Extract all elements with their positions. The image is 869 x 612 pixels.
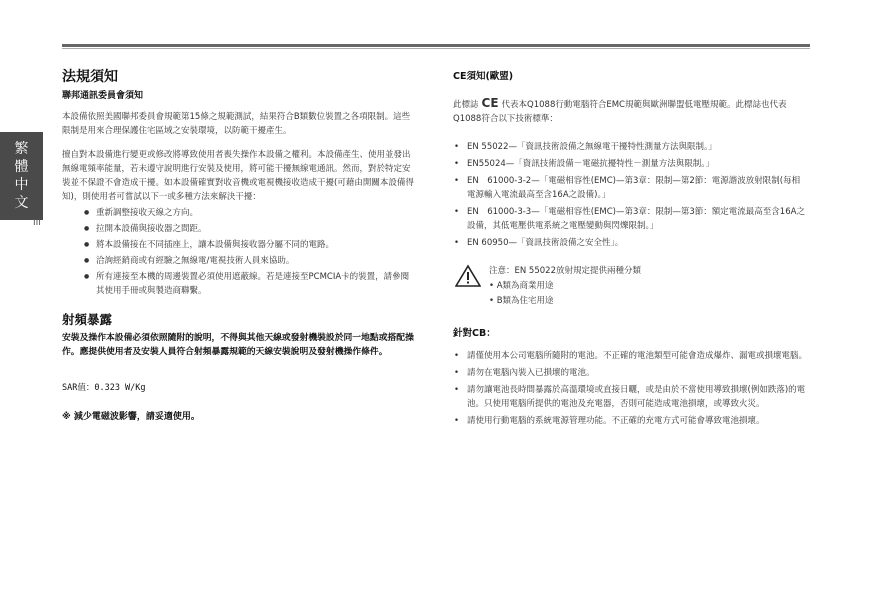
list-item: ● 所有連接至本機的周邊裝置必須使用遮蔽線。若是連接至PCMCIA卡的裝置，請參閱其使用手冊或與製造商聯繫。 bbox=[96, 270, 414, 298]
ce-intro bbox=[453, 96, 808, 126]
ce-mark-icon: CE bbox=[481, 96, 499, 110]
list-item: ● 拉開本設備與接收器之間距。 bbox=[96, 222, 414, 236]
list-item: • EN55024—「資訊技術設備－電磁抗擾特性－測量方法與限制。」 bbox=[467, 157, 808, 171]
standards-list bbox=[453, 140, 808, 250]
list-item: • EN 61000-3-3—「電磁相容性(EMC)—第3章：限制—第3節：額定電流最高至含16A之設備，其低電壓供電系統之電壓變動與閃爍限制。」 bbox=[467, 205, 808, 233]
left-column bbox=[62, 66, 414, 422]
ce-intro-end: 代表本Q1088行動電腦符合EMC規範與歐洲聯盟低電壓規範。此標誌也代表Q1088符合以下技術標準： bbox=[453, 100, 787, 124]
fcc-subtitle: 聯邦通訊委員會須知 bbox=[62, 91, 144, 101]
note-item: • B類為住宅用途 bbox=[489, 294, 641, 309]
fcc-bullet-list bbox=[62, 206, 414, 298]
language-side-tab bbox=[0, 132, 43, 220]
list-item: ● 重新調整接收天線之方向。 bbox=[96, 206, 414, 220]
list-item: • EN 61000-3-2—「電磁相容性(EMC)—第3章：限制—第2節：電源諧波放射限制(每相電源輸入電流最高至含16A之設備)。」 bbox=[467, 174, 808, 202]
list-item: • 請僅使用本公司電腦所隨附的電池。不正確的電池類型可能會造成爆炸、漏電或損壞電腦。 bbox=[467, 349, 808, 363]
header-rule bbox=[62, 44, 810, 47]
cb-title: 針對CB： bbox=[453, 328, 496, 339]
list-item: • 請使用行動電腦的系統電源管理功能。不正確的充電方式可能會導致電池損壞。 bbox=[467, 414, 808, 428]
sar-value: SAR值：0.323 W/Kg bbox=[62, 383, 146, 393]
ce-title: CE須知(歐盟) bbox=[453, 71, 514, 82]
section-title: 法規須知 bbox=[62, 69, 118, 85]
cb-list bbox=[453, 349, 808, 428]
note-text bbox=[489, 264, 641, 309]
list-item: ● 洽詢經銷商或有經驗之無線電/電視技術人員來協助。 bbox=[96, 254, 414, 268]
note-item: • A類為商業用途 bbox=[489, 279, 641, 294]
language-label: 繁體中文 bbox=[14, 141, 29, 211]
right-column bbox=[453, 66, 808, 431]
rf-exposure-title: 射頻暴露 bbox=[62, 312, 113, 327]
fcc-paragraph-1: 本設備依照美國聯邦委員會規範第15條之規範測試，結果符合B類數位裝置之各項限制。這些限制是用來合理保護住宅區域之安裝環境，以防範干擾產生。 bbox=[62, 112, 411, 136]
fcc-paragraph-2: 擅自對本設備進行變更或修改將導致使用者喪失操作本設備之權利。本設備產生、使用並發出無線電頻率能量，若未遵守說明進行安裝及使用，將可能干擾無線電通訊。然而，對於特定安裝並不保證不會造成干擾。如本設備確實對收音機或電視機接收造成干擾(可藉由開關本設備得知)，則使用者可嘗試以下一或多種方法來解決干擾： bbox=[62, 150, 414, 202]
list-item: ● 將本設備接在不同插座上，讓本設備與接收器分屬不同的電路。 bbox=[96, 238, 414, 252]
list-item: • 請勿讓電池長時間暴露於高溫環境或直接日曬，或是由於不當使用導致損壞(例如跌落)的電池。只使用電腦所提供的電池及充電器，否則可能造成電池損壞，或導致火災。 bbox=[467, 383, 808, 411]
ce-intro-start: 此標誌 bbox=[453, 100, 479, 110]
note-box bbox=[453, 264, 808, 309]
header-rule-thin bbox=[62, 48, 810, 49]
note-heading: 注意：EN 55022放射規定提供兩種分類 bbox=[489, 266, 641, 276]
emf-warning: ※ 減少電磁波影響，請妥適使用。 bbox=[62, 412, 200, 422]
warning-triangle-icon bbox=[455, 264, 481, 288]
list-item: • EN 60950—「資訊技術設備之安全性」。 bbox=[467, 236, 808, 250]
rf-exposure-body: 安裝及操作本設備必須依照隨附的說明，不得與其他天線或發射機裝設於同一地點或搭配操作。應提供使用者及安裝人員符合射頻暴露規範的天線安裝說明及發射機操作條件。 bbox=[62, 333, 414, 357]
list-item: • 請勿在電腦內裝入已損壞的電池。 bbox=[467, 366, 808, 380]
page-number: III bbox=[33, 218, 41, 228]
list-item: • EN 55022—「資訊技術設備之無線電干擾特性測量方法與限制。」 bbox=[467, 140, 808, 154]
